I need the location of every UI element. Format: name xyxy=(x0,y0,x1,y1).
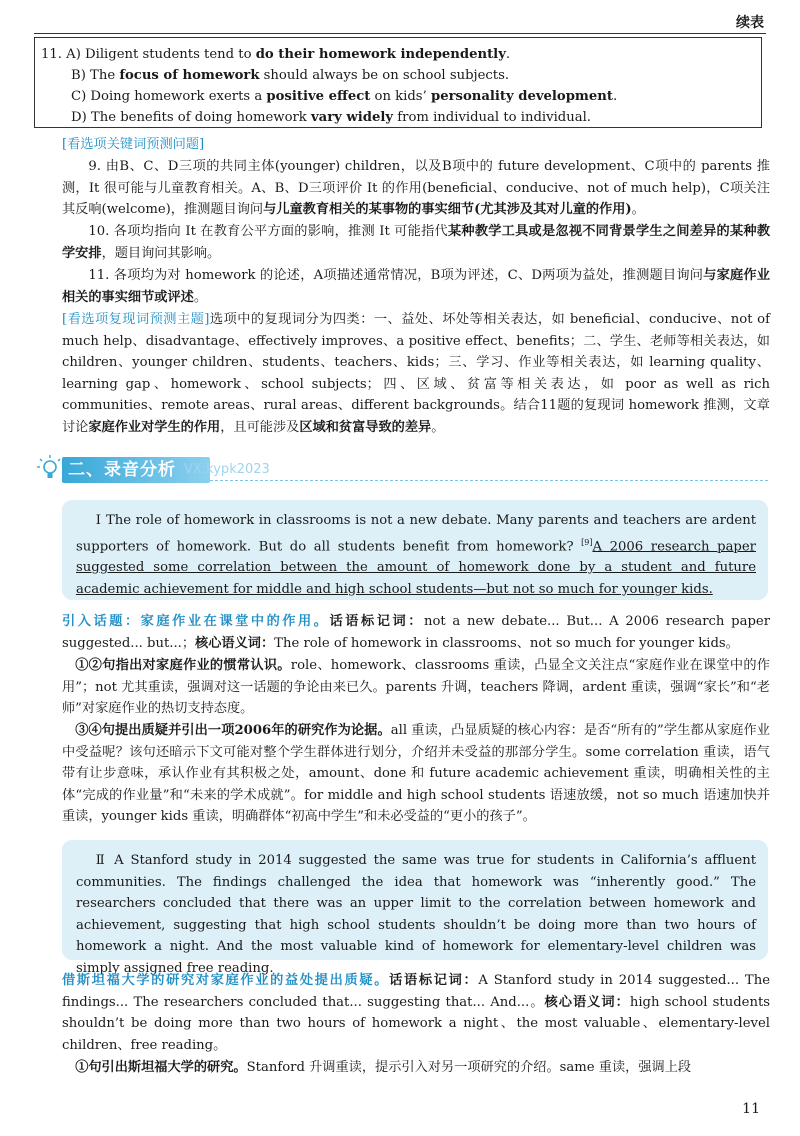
page-number: 11 xyxy=(742,1101,760,1117)
q9-text: 9. 由B、C、D三项的共同主体(younger) children，以及B项中的 future development、C项中的 parents 推测，It 很可能与儿童教育相关。A、B、D三项评价 It 的作用(beneficial、conducive、not of much help)，C项关注其反响(welcome)，推测题目询问 xyxy=(62,159,770,217)
q10-end: ，题目询问其影响。 xyxy=(101,245,221,261)
review-key2: 区域和贫富导致的差异 xyxy=(299,419,432,435)
analysis-2-s1 xyxy=(62,1057,770,1079)
analysis-1-topic xyxy=(62,611,770,654)
option-c-mid: on kids’ xyxy=(370,89,431,104)
s34-text: all 重读，凸显质疑的核心内容：是否“所有的”学生都从家庭作业中受益呢？该句还暗示下文可能对整个学生群体进行划分，介绍并未受益的那部分学生。some correlation 重读，语气带有让步意味，承认作业有其积极之处，amount、done 和 future academic achievement 重读，明确相关性的主体“完成的作业量”和“未来的学术成就”。for middle and high school students 语速放缓，not so much 语速加快并重读，younger kids 重读，明确群体“初高中学生”和未必受益的“更小的孩子”。 xyxy=(62,723,770,824)
transcript-passage-1 xyxy=(62,500,768,600)
analysis1-core-label: 核心语义词： xyxy=(195,635,275,651)
analysis1-markers-label: 话语标记词： xyxy=(329,614,424,629)
watermark: VX:kypk2023 xyxy=(184,462,270,477)
s34-key-a: ③④句提出质疑并引出一项 xyxy=(75,723,235,738)
q10-key: 某种教学工具或是忽视不同背景学生之间差异的某种教学安排 xyxy=(62,224,771,261)
s34-key-year: 2006 xyxy=(234,723,272,738)
analysis2-markers: A Stanford study in 2014 suggested... The findings... The researchers concluded that... suggesting that... And...。 xyxy=(62,973,771,1010)
option-d-post: from individual to individual. xyxy=(393,110,591,125)
option-a-text: 11. A) Diligent students tend to xyxy=(41,47,256,62)
option-b-key: focus of homework xyxy=(119,68,260,83)
analysis2-topic-text: 借斯坦福大学的研究对家庭作业的益处提出质疑。 xyxy=(62,973,390,988)
continued-label: 续表 xyxy=(736,15,764,31)
option-d xyxy=(41,107,761,128)
question-options-box xyxy=(34,37,762,128)
analysis2-core-label: 核心语义词： xyxy=(544,994,630,1010)
passage1-underlined: A 2006 research paper suggested some correlation between the amount of homework done by a student and future academic achievement for middle and high school students—but not so much for younger kids. xyxy=(76,538,756,597)
transcript-passage-2: Ⅱ A Stanford study in 2014 suggested the same was true for students in California’s affluent communities. The findings challenged the idea that homework was “inherently good.” The researchers concluded that there was an upper limit to the correlation between homework and achievement, suggesting that high school students shouldn’t be doing more than two hours of homework a night. And the most valuable kind of homework for elementary-level children was simply assigned free reading. xyxy=(62,840,768,960)
keywords-tag: [看选项关键词预测问题] xyxy=(62,137,205,152)
analysis-1-s34 xyxy=(62,720,770,828)
analysis1-core: The role of homework in classrooms、not so much for younger kids。 xyxy=(274,635,739,651)
option-c-key2: personality development xyxy=(430,89,613,104)
review-end: 。 xyxy=(431,419,445,435)
s12-key: ①②句指出对家庭作业的惯常认识。 xyxy=(75,658,291,673)
paragraph-q10 xyxy=(62,221,770,264)
analysis1-topic-text: 引入话题：家庭作业在课堂中的作用。 xyxy=(62,614,330,629)
q9-end: 。 xyxy=(631,202,645,217)
paragraph-q9 xyxy=(62,156,770,221)
question-marker-9: [9] xyxy=(581,537,593,547)
review-text: 选项中的复现词分为四类：一、益处、坏处等相关表达，如 beneficial、conducive、not of much help、disadvantage、effectively improves、a positive effect、benefits；二、学生、老师等相关表达，如 children、younger children、students、teachers、kids；三、学习、作业等相关表达，如 learning quality、learning gap、homework、school subjects；四、区域、贫富等相关表达，如 poor as well as rich communities、remote areas、rural areas、different backgrounds。结合11题的复现词 homework 推测，文章讨论 xyxy=(62,312,770,435)
q10-text: 10. 各项均指向 It 在教育公平方面的影响，推测 It 可能指代 xyxy=(88,224,448,239)
analysis-2-topic xyxy=(62,970,770,1056)
header-rule xyxy=(34,33,766,34)
review-tag: [看选项复现词预测主题] xyxy=(62,312,210,327)
option-c-pre: C) Doing homework exerts a xyxy=(71,89,267,104)
review-key1: 家庭作业对学生的作用 xyxy=(88,419,221,435)
option-b-pre: B) The xyxy=(71,68,120,83)
option-a-key: do their homework independently xyxy=(255,47,506,62)
s12-text: role、homework、classrooms 重读，凸显全文关注点“家庭作业在课堂中的作用”；not 尤其重读，强调对这一话题的争论由来已久。parents 升调，teachers 降调，ardent 重读，强调“家长”和“老师”对家庭作业的热切支持态度。 xyxy=(62,658,770,716)
review-mid: ，且可能涉及 xyxy=(220,419,300,435)
option-c-post: . xyxy=(612,89,618,104)
option-d-key: vary widely xyxy=(311,110,394,125)
paragraph-review-words xyxy=(62,309,770,438)
q9-key: 与儿童教育相关的某事物的事实细节(尤其涉及其对儿童的作用) xyxy=(263,202,632,217)
s34-key-b: 年的研究作为论据。 xyxy=(271,723,391,738)
section-title: 二、录音分析 xyxy=(68,460,176,480)
heading-dashed-line xyxy=(210,480,768,481)
analysis-1-s12 xyxy=(62,655,770,720)
option-a-end: . xyxy=(505,47,511,62)
paragraph-q11 xyxy=(62,265,770,308)
q11-end: 。 xyxy=(193,289,208,305)
analysis2-core: high school students shouldn’t be doing more than two hours of homework a night、the most valuable、elementary-level children、free reading。 xyxy=(62,994,771,1053)
option-b xyxy=(41,65,761,86)
option-a xyxy=(41,44,761,65)
option-c-key1: positive effect xyxy=(266,89,371,104)
lightbulb-icon xyxy=(34,454,62,484)
option-c xyxy=(41,86,761,107)
passage1-text: Ⅰ The role of homework in classrooms is not a new debate. Many parents and teachers are ardent supporters of homework. But do all students benefit from homework? xyxy=(76,513,756,554)
q11-text: 11. 各项均为对 homework 的论述，A项描述通常情况，B项为评述，C、D两项为益处，推测题目询问 xyxy=(88,268,704,283)
option-b-post: should always be on school subjects. xyxy=(259,68,510,83)
analysis1-markers: not a new debate... But... A 2006 research paper suggested... but...； xyxy=(62,614,771,651)
a2-s1-key: ①句引出斯坦福大学的研究。 xyxy=(75,1060,247,1075)
section-heading xyxy=(34,454,768,488)
option-d-pre: D) The benefits of doing homework xyxy=(71,110,311,125)
q11-key: 与家庭作业相关的事实细节或评述 xyxy=(62,268,770,305)
analysis2-markers-label: 话语标记词： xyxy=(389,973,479,988)
a2-s1-text: Stanford 升调重读，提示引入对另一项研究的介绍。same 重读，强调上段 xyxy=(246,1060,692,1075)
